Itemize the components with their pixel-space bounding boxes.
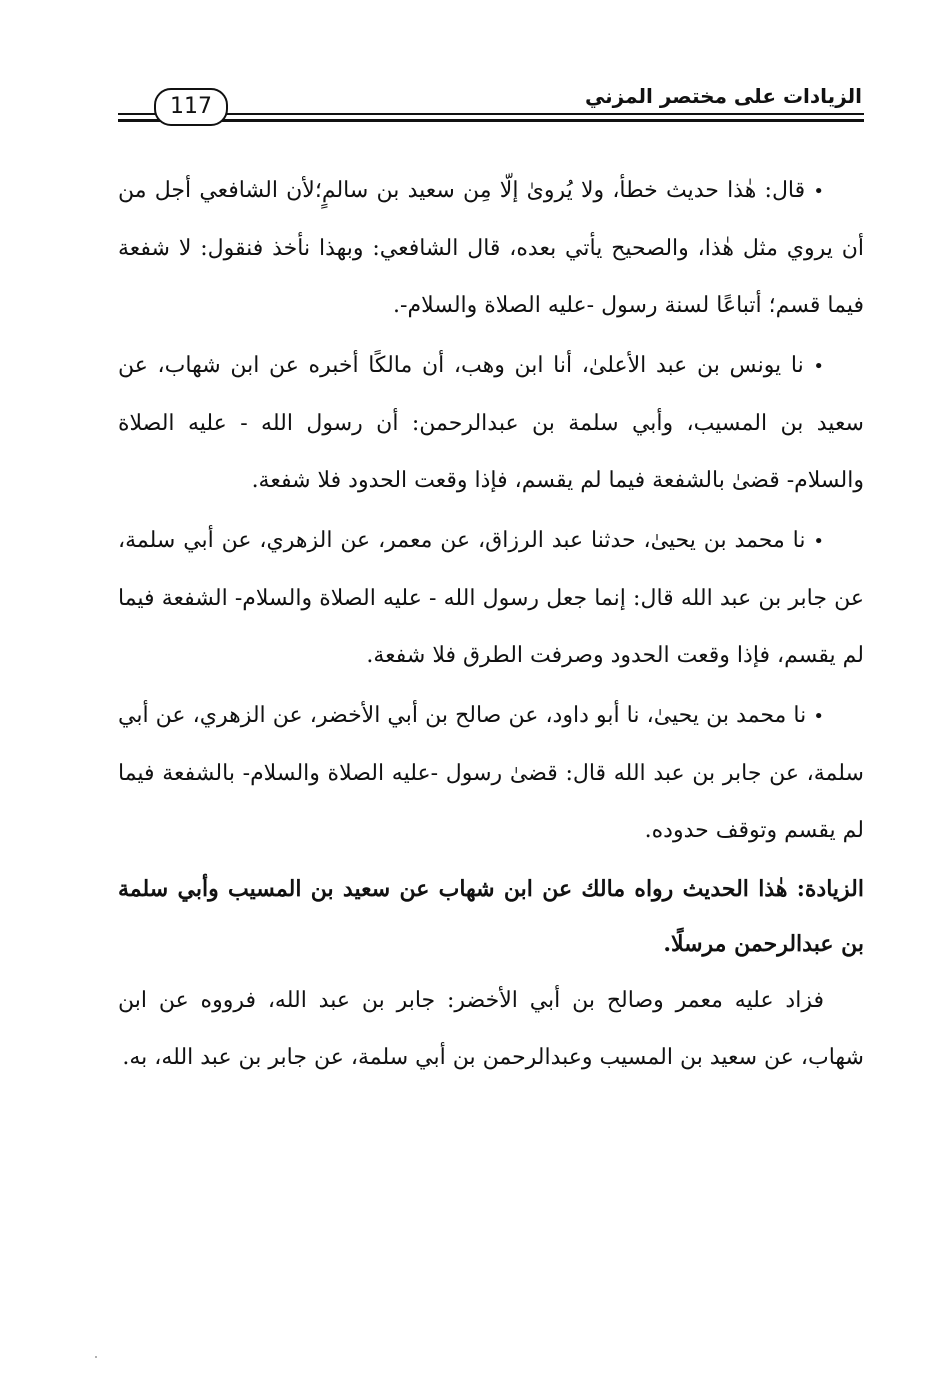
- hadith-text: قال: هٰذا حديث خطأ، ولا يُروىٰ إلّا مِن سعيد بن سالمٍ؛لأن الشافعي أجل من أن يروي مثل هٰذا، والصحيح يأتي بعده، قال الشافعي: وبهذا نأخذ فنقول: لا شفعة فيما قسم؛ أتباعًا لسنة رسول -عليه الصلاة والسلام-.: [118, 178, 864, 318]
- page-number: 117: [154, 88, 228, 126]
- bullet-icon: •: [813, 356, 824, 377]
- page-header: [118, 80, 864, 128]
- hadith-text: نا يونس بن عبد الأعلىٰ، أنا ابن وهب، أن مالكًا أخبره عن ابن شهاب، عن سعيد بن المسيب، وأبي سلمة بن عبدالرحمن: أن رسول الله - عليه الصلاة والسلام- قضىٰ بالشفعة فيما لم يقسم، فإذا وقعت الحدود فلا شفعة.: [118, 353, 864, 493]
- hadith-entry: [118, 687, 864, 859]
- bullet-icon: •: [813, 531, 824, 552]
- header-rule-bottom: [118, 119, 864, 122]
- addition-note: الزيادة: هٰذا الحديث رواه مالك عن ابن شهاب عن سعيد بن المسيب وأبي سلمة بن عبدالرحمن مرسلًا.: [118, 876, 864, 957]
- hadith-entry: [118, 162, 864, 334]
- scan-speck: [95, 1356, 97, 1358]
- hadith-entry: [118, 512, 864, 684]
- hadith-text: نا محمد بن يحيىٰ، نا أبو داود، عن صالح بن أبي الأخضر، عن الزهري، عن أبي سلمة، عن جابر بن عبد الله قال: قضىٰ رسول -عليه الصلاة والسلام- بالشفعة فيما لم يقسم وتوقف حدوده.: [118, 703, 864, 843]
- bullet-icon: •: [813, 706, 824, 727]
- header-rule-top: [118, 113, 864, 115]
- bullet-icon: •: [813, 181, 824, 202]
- hadith-entry: [118, 337, 864, 509]
- final-paragraph: فزاد عليه معمر وصالح بن أبي الأخضر: جابر بن عبد الله، فرووه عن ابن شهاب، عن سعيد بن المسيب وعبدالرحمن بن أبي سلمة، عن جابر بن عبد الله، به.: [118, 988, 864, 1070]
- hadith-text: نا محمد بن يحيىٰ، حدثنا عبد الرزاق، عن معمر، عن الزهري، عن أبي سلمة، عن جابر بن عبد الله قال: إنما جعل رسول الله - عليه الصلاة والسلام- الشفعة فيما لم يقسم، فإذا وقعت الحدود وصرفت الطرق فلا شفعة.: [118, 528, 864, 668]
- running-title: الزيادات على مختصر المزني: [584, 84, 862, 108]
- page-body: [118, 162, 864, 1086]
